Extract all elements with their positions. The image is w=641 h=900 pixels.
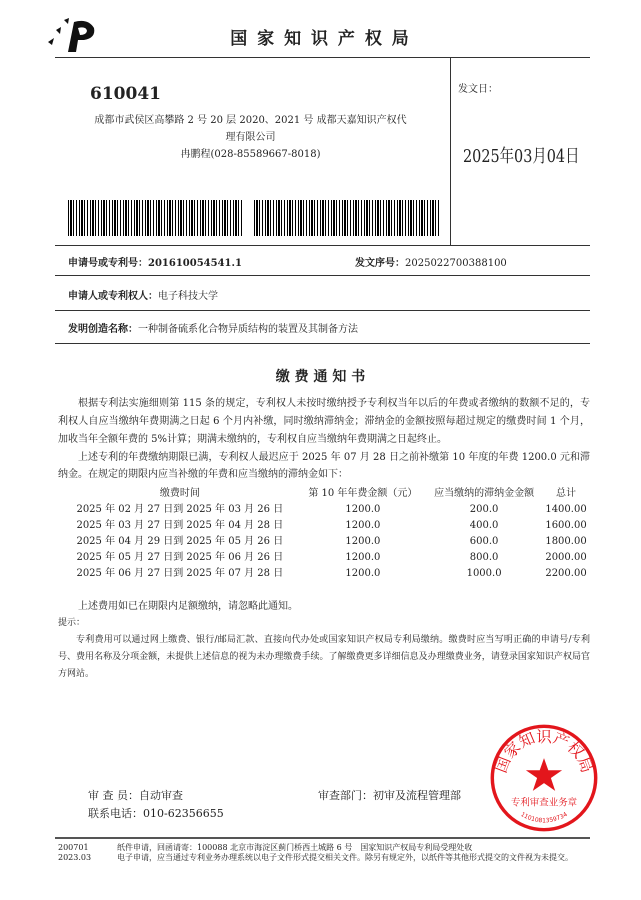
serial-number: 发文序号：2025022700388100 [355, 258, 507, 269]
recipient-address [58, 112, 443, 163]
table-row: 2025 年 04 月 29 日到 2025 年 05 月 26 日 1200.0 600.0 1800.00 [76, 536, 587, 547]
postcode: 610041 [90, 84, 161, 104]
barcode [68, 200, 244, 236]
table-row: 2025 年 06 月 27 日到 2025 年 07 月 28 日 1200.0 1000.0 2200.00 [76, 568, 587, 579]
table-row: 2025 年 03 月 27 日到 2025 年 04 月 28 日 1200.0 400.0 1600.00 [76, 520, 587, 531]
notice-paragraph: 根据专利法实施细则第 115 条的规定，专利权人未按时缴纳授予专利权当年以后的年费或者缴纳的数额不足的，专利权人自应当缴纳年费期满之日起 6 个月内补缴，同时缴纳滞纳金；滞纳金的金额按照每超过规定的缴费时间 1 个月，加收当年全额年费的 5%计算；期满未缴纳的，专利权自应当缴纳年费期满之日起终止。 [58, 398, 590, 445]
examiner: 审 查 员：自动审查 [88, 789, 183, 802]
table-row: 2025 年 05 月 27 日到 2025 年 06 月 26 日 1200.0 800.0 2000.00 [76, 552, 587, 563]
footer-note: 纸件申请，回函请寄：100088 北京市海淀区蓟门桥西土城路 6 号 国家知识产权局专利局受理处收 电子申请，应当通过专利业务办理系统以电子文件形式提交相关文件。除另有规定外，以纸件等其他形式提交的文件视为未提交。 [117, 843, 573, 862]
contact-phone: 联系电话：010-62356655 [88, 807, 224, 820]
address-line: 成都市武侯区高攀路 2 号 20 层 2020、2021 号 成都天嘉知识产权代 [94, 115, 407, 126]
hint-text: 专利费用可以通过网上缴费、银行/邮局汇款、直接向代办处或国家知识产权局专利局缴纳。缴费时应当写明正确的申请号/专利号、费用名称及分项金额，未提供上述信息的视为未办理缴费手续。了解缴费更多详细信息及办理缴费业务，请登录国家知识产权局官方网站。 [58, 635, 590, 679]
application-number: 申请号或专利号：201610054541.1 [68, 258, 242, 269]
issue-date: 2025年03月04日 [463, 146, 580, 167]
table-row: 2025 年 02 月 27 日到 2025 年 03 月 26 日 1200.0 200.0 1400.00 [76, 504, 587, 515]
issue-date-label: 发文日： [458, 84, 498, 95]
contact: 冉鹏程(028-85589667-8018) [180, 149, 321, 160]
invention-title: 发明创造名称：一种制备硫系化合物异质结构的装置及其制备方法 [68, 324, 358, 335]
form-code: 200701 2023.03 [58, 843, 92, 862]
svg-text:专利审查业务章: 专利审查业务章 [510, 797, 578, 809]
barcode [254, 200, 440, 236]
hint-label: 提示： [58, 618, 86, 628]
svg-text:国家知识产权局: 国家知识产权局 [491, 727, 597, 776]
table-header: 缴费时间 第 10 年年费金额（元） 应当缴纳的滞纳金金额 总计 [159, 488, 577, 499]
notice-body [58, 395, 590, 683]
department: 审查部门：初审及流程管理部 [318, 789, 461, 802]
notice-paragraph: 上述专利的年费缴纳期限已满，专利权人最迟应于 2025 年 07 月 28 日之前补缴第 10 年度的年费 1200.0 元和滞纳金。在规定的期限内应当补缴的年费和应当缴纳的滞纳金如下： [58, 452, 590, 480]
address-line: 理有限公司 [225, 132, 276, 143]
office-title: 国 家 知 识 产 权 局 [230, 29, 411, 49]
fee-table [60, 486, 590, 582]
notice-title: 缴 费 通 知 书 [275, 369, 366, 385]
svg-text:1101081359734: 1101081359734 [519, 811, 569, 825]
official-seal-icon [488, 722, 600, 834]
ignore-note: 上述费用如已在期限内足额缴纳，请忽略此通知。 [78, 601, 298, 612]
applicant: 申请人或专利权人：电子科技大学 [68, 291, 218, 302]
